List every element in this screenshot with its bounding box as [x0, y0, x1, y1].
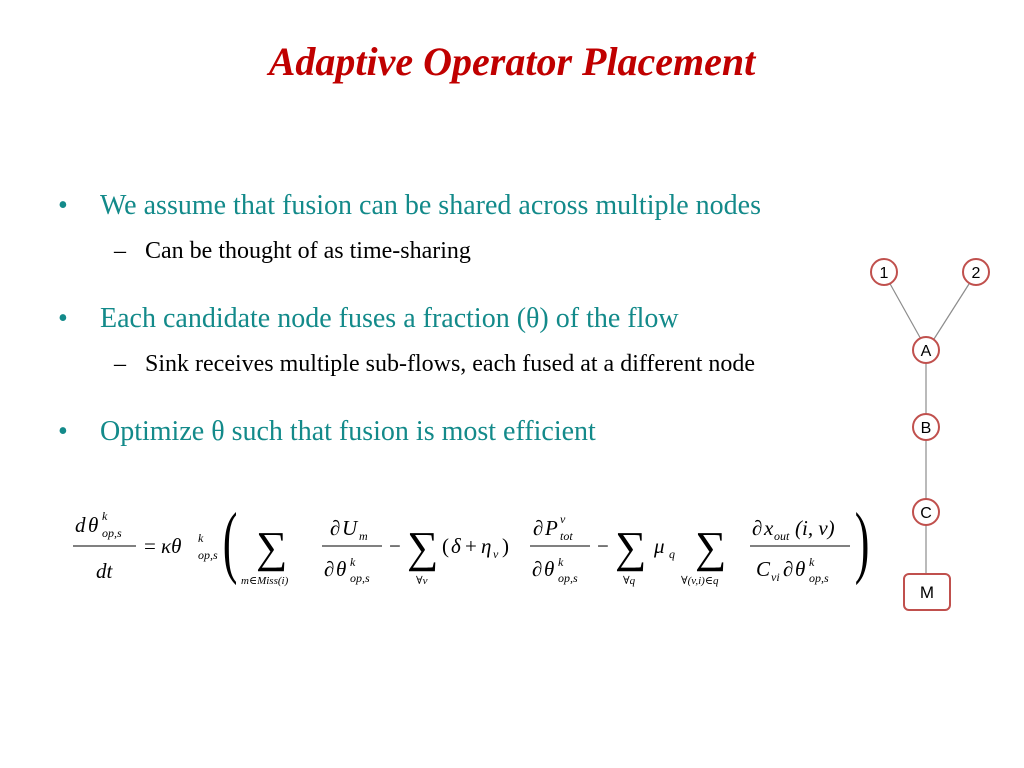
- node-m: [904, 574, 950, 610]
- svg-text:op,s: op,s: [350, 571, 370, 585]
- bullet-2-text: Each candidate node fuses a fraction (θ) of the flow: [100, 303, 679, 334]
- node-1: [871, 259, 897, 285]
- node-c-label: C: [920, 505, 932, 522]
- svg-text:d: d: [75, 513, 86, 537]
- svg-text:): ): [854, 500, 870, 586]
- node-2: [963, 259, 989, 285]
- svg-text:tot: tot: [560, 529, 573, 543]
- slide-title: Adaptive Operator Placement: [268, 39, 756, 84]
- svg-text:v: v: [560, 512, 566, 526]
- bullet-dot: •: [58, 303, 68, 334]
- node-b-label: B: [920, 420, 932, 437]
- svg-text:k: k: [350, 555, 356, 569]
- svg-text:op,s: op,s: [558, 571, 578, 585]
- bullet-dot: •: [58, 416, 68, 447]
- node-1-label: 1: [879, 265, 889, 282]
- node-2-label: 2: [971, 265, 981, 282]
- svg-text:∀v: ∀v: [416, 575, 428, 587]
- svg-text:k: k: [809, 555, 815, 569]
- svg-text:κθ: κθ: [161, 534, 182, 558]
- bullet-1-text: We assume that fusion can be shared across multiple nodes: [100, 190, 762, 221]
- svg-text:P: P: [545, 516, 558, 540]
- svg-text:k: k: [198, 531, 204, 545]
- svg-text:θ: θ: [88, 513, 99, 537]
- svg-text:δ: δ: [451, 534, 461, 558]
- svg-text:(: (: [442, 534, 449, 558]
- svg-text:η: η: [481, 534, 492, 558]
- svg-text:−: −: [597, 534, 609, 558]
- bullet-3: [58, 416, 596, 448]
- svg-text:θ: θ: [795, 557, 806, 581]
- sub-bullet-2: [114, 351, 755, 378]
- bullet-2: [58, 303, 679, 335]
- svg-text:): ): [502, 534, 509, 558]
- svg-text:θ: θ: [336, 557, 347, 581]
- svg-text:x: x: [764, 516, 774, 540]
- svg-text:∂: ∂: [532, 557, 543, 581]
- sub-dash: –: [114, 351, 126, 377]
- svg-text:∑: ∑: [256, 523, 288, 572]
- node-b: [913, 414, 939, 440]
- svg-text:op,s: op,s: [809, 571, 829, 585]
- svg-text:∂: ∂: [324, 557, 335, 581]
- svg-text:op,s: op,s: [198, 548, 218, 562]
- svg-text:v: v: [493, 547, 499, 561]
- bullet-dot: •: [58, 190, 68, 221]
- theta-update-equation: [60, 500, 880, 610]
- svg-text:k: k: [558, 555, 564, 569]
- svg-text:∂: ∂: [533, 516, 544, 540]
- svg-text:op,s: op,s: [102, 526, 122, 540]
- node-c: [913, 499, 939, 525]
- node-a: [913, 337, 939, 363]
- sub-bullet-1-text: Can be thought of as time-sharing: [145, 238, 471, 264]
- svg-text:∂: ∂: [752, 516, 763, 540]
- svg-text:out: out: [774, 529, 790, 543]
- bullet-3-text: Optimize θ such that fusion is most efficient: [100, 416, 596, 447]
- svg-text:∂: ∂: [783, 557, 794, 581]
- sub-bullet-1: [114, 238, 471, 265]
- topology-tree: [855, 250, 1015, 620]
- node-m-label: M: [919, 583, 935, 602]
- node-a-label: A: [920, 343, 932, 360]
- svg-text:dt: dt: [96, 559, 113, 583]
- svg-text:∑: ∑: [695, 523, 727, 572]
- svg-text:μ: μ: [654, 534, 665, 558]
- bullet-1: [58, 190, 761, 222]
- svg-text:k: k: [102, 509, 108, 523]
- svg-text:∂: ∂: [330, 516, 341, 540]
- svg-text:m∈Miss(i): m∈Miss(i): [241, 575, 289, 587]
- sub-dash: –: [114, 238, 126, 264]
- svg-text:∀q: ∀q: [623, 575, 636, 587]
- svg-text:(: (: [222, 500, 238, 586]
- sub-bullet-2-text: Sink receives multiple sub-flows, each fused at a different node: [145, 351, 756, 377]
- svg-text:U: U: [342, 516, 358, 540]
- svg-text:θ: θ: [544, 557, 555, 581]
- svg-text:q: q: [669, 547, 675, 561]
- svg-text:m: m: [359, 529, 368, 543]
- svg-text:+: +: [465, 534, 477, 558]
- svg-text:−: −: [389, 534, 401, 558]
- svg-text:(i, v): (i, v): [795, 516, 835, 540]
- svg-text:vi: vi: [771, 570, 780, 584]
- svg-text:C: C: [756, 557, 771, 581]
- edge-2-a: [927, 273, 976, 350]
- svg-text:∑: ∑: [407, 523, 439, 572]
- svg-text:=: =: [144, 534, 156, 558]
- svg-text:∀(v,i)∈q: ∀(v,i)∈q: [681, 575, 719, 587]
- svg-text:∑: ∑: [615, 523, 647, 572]
